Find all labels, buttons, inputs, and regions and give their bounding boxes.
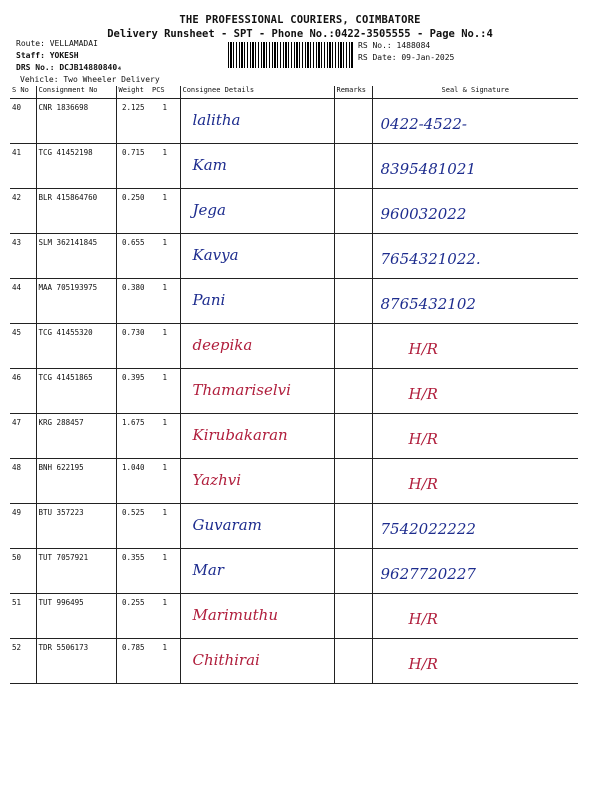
handwritten-consignee: lalitha <box>192 111 241 129</box>
table-row <box>10 459 578 504</box>
consignee-name <box>180 234 334 279</box>
col-consignee: Consignee Details <box>180 86 334 99</box>
consignment-number: BTU 357223 <box>36 504 116 549</box>
consignment-number: KRG 288457 <box>36 414 116 459</box>
consignment-number: TCG 41455320 <box>36 324 116 369</box>
col-seal-signature: Seal & Signature <box>372 86 578 99</box>
handwritten-consignee: Thamariselvi <box>192 381 291 399</box>
consignee-name <box>180 459 334 504</box>
remarks-cell <box>334 99 372 144</box>
serial-number: 48 <box>10 459 36 504</box>
remarks-cell <box>334 459 372 504</box>
consignment-number: MAA 705193975 <box>36 279 116 324</box>
weight-value: 0.250 <box>116 189 150 234</box>
table-row <box>10 324 578 369</box>
col-pcs: PCS <box>150 86 180 99</box>
remarks-cell <box>334 144 372 189</box>
serial-number: 52 <box>10 639 36 684</box>
handwritten-consignee: Kavya <box>192 246 239 264</box>
seal-signature <box>372 234 578 279</box>
drs-label: DRS No.: DCJB14880840₄ <box>16 63 122 72</box>
consignment-number: BLR 415864760 <box>36 189 116 234</box>
serial-number: 45 <box>10 324 36 369</box>
consignee-name <box>180 279 334 324</box>
table-row <box>10 189 578 234</box>
weight-value: 0.255 <box>116 594 150 639</box>
handwritten-consignee: Jega <box>192 201 226 219</box>
table-row <box>10 504 578 549</box>
consignee-name <box>180 189 334 234</box>
pieces-count: 1 <box>150 234 180 279</box>
pieces-count: 1 <box>150 324 180 369</box>
serial-number: 42 <box>10 189 36 234</box>
handwritten-signature: 8395481021 <box>380 160 476 178</box>
weight-value: 1.675 <box>116 414 150 459</box>
pieces-count: 1 <box>150 279 180 324</box>
weight-value: 2.125 <box>116 99 150 144</box>
remarks-cell <box>334 414 372 459</box>
handwritten-signature: H/R <box>408 385 438 403</box>
col-weight: Weight <box>116 86 150 99</box>
remarks-cell <box>334 189 372 234</box>
consignee-name <box>180 144 334 189</box>
col-remarks: Remarks <box>334 86 372 99</box>
staff-label: Staff: YOKESH <box>16 51 79 60</box>
consignment-number: CNR 1836698 <box>36 99 116 144</box>
vehicle-label: Vehicle: Two Wheeler Delivery <box>20 75 160 84</box>
serial-number: 46 <box>10 369 36 414</box>
barcode <box>228 42 354 68</box>
pieces-count: 1 <box>150 504 180 549</box>
serial-number: 49 <box>10 504 36 549</box>
pieces-count: 1 <box>150 549 180 594</box>
handwritten-signature: 8765432102 <box>380 295 476 313</box>
handwritten-signature: H/R <box>408 610 438 628</box>
handwritten-consignee: Kam <box>192 156 227 174</box>
seal-signature <box>372 279 578 324</box>
remarks-cell <box>334 324 372 369</box>
consignment-number: TUT 996495 <box>36 594 116 639</box>
consignment-number: TDR 5506173 <box>36 639 116 684</box>
seal-signature <box>372 324 578 369</box>
weight-value: 0.655 <box>116 234 150 279</box>
seal-signature <box>372 99 578 144</box>
seal-signature <box>372 459 578 504</box>
consignee-name <box>180 414 334 459</box>
seal-signature <box>372 549 578 594</box>
pieces-count: 1 <box>150 99 180 144</box>
consignment-number: SLM 362141845 <box>36 234 116 279</box>
pieces-count: 1 <box>150 639 180 684</box>
table-row <box>10 279 578 324</box>
handwritten-consignee: Marimuthu <box>192 606 279 624</box>
handwritten-signature: H/R <box>408 340 438 358</box>
weight-value: 0.785 <box>116 639 150 684</box>
runsheet-table <box>10 86 578 684</box>
handwritten-consignee: Pani <box>192 291 226 309</box>
pieces-count: 1 <box>150 144 180 189</box>
pieces-count: 1 <box>150 189 180 234</box>
handwritten-signature: H/R <box>408 475 438 493</box>
seal-signature <box>372 369 578 414</box>
pieces-count: 1 <box>150 594 180 639</box>
table-header-row <box>10 86 578 99</box>
handwritten-consignee: Mar <box>192 561 224 579</box>
weight-value: 0.380 <box>116 279 150 324</box>
remarks-cell <box>334 639 372 684</box>
consignment-number: TUT 7057921 <box>36 549 116 594</box>
remarks-cell <box>334 594 372 639</box>
consignee-name <box>180 504 334 549</box>
handwritten-consignee: Chithirai <box>192 651 260 669</box>
consignee-name <box>180 549 334 594</box>
serial-number: 40 <box>10 99 36 144</box>
consignment-number: BNH 622195 <box>36 459 116 504</box>
consignee-name <box>180 324 334 369</box>
table-row <box>10 594 578 639</box>
consignment-number: TCG 41452198 <box>36 144 116 189</box>
serial-number: 50 <box>10 549 36 594</box>
serial-number: 43 <box>10 234 36 279</box>
remarks-cell <box>334 279 372 324</box>
seal-signature <box>372 414 578 459</box>
handwritten-signature: 9627720227 <box>380 565 476 583</box>
remarks-cell <box>334 504 372 549</box>
serial-number: 47 <box>10 414 36 459</box>
weight-value: 0.525 <box>116 504 150 549</box>
table-row <box>10 549 578 594</box>
document-subtitle: Delivery Runsheet - SPT - Phone No.:0422-3505555 - Page No.:4 <box>107 28 493 40</box>
handwritten-consignee: Yazhvi <box>192 471 242 489</box>
pieces-count: 1 <box>150 414 180 459</box>
seal-signature <box>372 504 578 549</box>
seal-signature <box>372 144 578 189</box>
handwritten-consignee: Kirubakaran <box>192 426 288 444</box>
table-row <box>10 144 578 189</box>
route-label: Route: VELLAMADAI <box>16 39 98 48</box>
remarks-cell <box>334 234 372 279</box>
weight-value: 0.730 <box>116 324 150 369</box>
handwritten-signature: 7542022222 <box>380 520 476 538</box>
pieces-count: 1 <box>150 369 180 414</box>
consignee-name <box>180 639 334 684</box>
col-consignment: Consignment No <box>36 86 116 99</box>
seal-signature <box>372 639 578 684</box>
handwritten-consignee: Guvaram <box>192 516 262 534</box>
handwritten-signature: 960032022 <box>380 205 467 223</box>
table-row <box>10 99 578 144</box>
table-row <box>10 414 578 459</box>
seal-signature <box>372 594 578 639</box>
seal-signature <box>372 189 578 234</box>
weight-value: 0.715 <box>116 144 150 189</box>
document-title: THE PROFESSIONAL COURIERS, COIMBATORE <box>179 14 421 26</box>
col-sno: S No <box>10 86 36 99</box>
serial-number: 41 <box>10 144 36 189</box>
consignee-name <box>180 594 334 639</box>
consignment-number: TCG 41451865 <box>36 369 116 414</box>
consignee-name <box>180 369 334 414</box>
serial-number: 44 <box>10 279 36 324</box>
rs-date: RS Date: 09-Jan-2025 <box>358 53 455 62</box>
table-row <box>10 234 578 279</box>
consignee-name <box>180 99 334 144</box>
handwritten-signature: H/R <box>408 430 438 448</box>
weight-value: 1.040 <box>116 459 150 504</box>
remarks-cell <box>334 369 372 414</box>
table-row <box>10 369 578 414</box>
remarks-cell <box>334 549 372 594</box>
handwritten-consignee: deepika <box>192 336 253 354</box>
weight-value: 0.355 <box>116 549 150 594</box>
handwritten-signature: 7654321022. <box>380 250 481 268</box>
handwritten-signature: H/R <box>408 655 438 673</box>
serial-number: 51 <box>10 594 36 639</box>
weight-value: 0.395 <box>116 369 150 414</box>
table-row <box>10 639 578 684</box>
handwritten-signature: 0422-4522- <box>380 115 467 133</box>
pieces-count: 1 <box>150 459 180 504</box>
rs-number: RS No.: 1488084 <box>358 41 431 50</box>
